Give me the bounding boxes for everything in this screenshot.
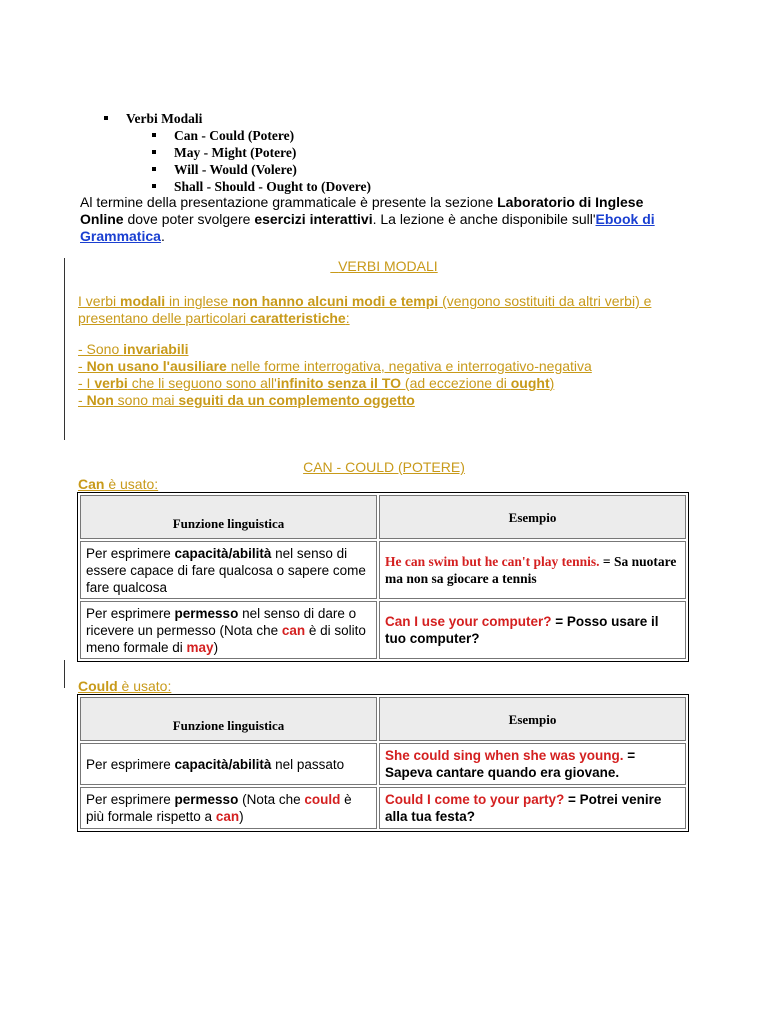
intro-paragraph bbox=[80, 194, 690, 245]
bullet-square-icon bbox=[152, 150, 156, 154]
intro-text: Al termine della presentazione grammaticale è presente la sezione bbox=[80, 194, 498, 210]
example-italian: = Posso usare il tuo computer? bbox=[385, 614, 659, 646]
feature-item bbox=[78, 392, 688, 409]
cell-text: nel passato bbox=[271, 756, 345, 772]
feature-bold: infinito senza il TO bbox=[276, 375, 402, 391]
can-usage-table bbox=[77, 492, 689, 662]
cell-text: è più formale rispetto a bbox=[86, 792, 352, 824]
intro-text: . La lezione è anche disponibile sull' bbox=[372, 211, 596, 227]
function-cell bbox=[80, 541, 377, 599]
feature-item bbox=[78, 375, 688, 392]
example-english: Could I come to your party? bbox=[385, 792, 565, 807]
can-word: Can bbox=[78, 476, 105, 492]
cell-bold: capacità/abilità bbox=[174, 545, 272, 561]
desc-text: I verbi bbox=[78, 293, 121, 309]
bullet-square-icon bbox=[152, 167, 156, 171]
desc-text: : bbox=[345, 310, 350, 326]
feature-item bbox=[78, 358, 688, 375]
outline-title: Verbi Modali bbox=[126, 111, 203, 126]
function-cell bbox=[80, 601, 377, 659]
could-word: Could bbox=[78, 678, 118, 694]
outline-item-label: Will - Would (Volere) bbox=[174, 162, 297, 177]
table-header-row bbox=[80, 697, 686, 741]
cell-text: è di solito meno formale di bbox=[86, 622, 366, 655]
cell-red: can bbox=[281, 622, 306, 638]
feature-text: - Sono bbox=[78, 341, 124, 357]
can-could-title: CAN - COULD (POTERE) bbox=[303, 459, 465, 475]
desc-text: in inglese bbox=[165, 293, 233, 309]
outline-item bbox=[104, 144, 371, 161]
feature-bold: verbi bbox=[94, 375, 128, 391]
feature-text: ) bbox=[549, 375, 555, 391]
lab-name: Laboratorio di Inglese Online bbox=[80, 194, 644, 227]
cell-bold: permesso bbox=[174, 792, 239, 807]
section-title bbox=[0, 258, 768, 274]
table-row bbox=[80, 787, 686, 829]
cell-text: ) bbox=[239, 809, 244, 824]
example-cell bbox=[379, 601, 686, 659]
example-cell bbox=[379, 743, 686, 785]
bullet-square-icon bbox=[104, 116, 108, 120]
can-used-label bbox=[78, 476, 688, 493]
cell-text: nel senso di essere capace di fare qualcosa o sapere come fare qualcosa bbox=[86, 545, 366, 595]
feature-text: nelle forme interrogativa, negativa e interrogativo-negativa bbox=[226, 358, 592, 374]
header-example: Esempio bbox=[379, 495, 686, 539]
outline-item bbox=[104, 178, 371, 195]
feature-bold: ought bbox=[510, 375, 550, 391]
feature-text: - bbox=[78, 358, 87, 374]
feature-text: - I bbox=[78, 375, 95, 391]
used-text: è usato: bbox=[104, 476, 159, 492]
table-row bbox=[80, 601, 686, 659]
cell-bold: capacità/abilità bbox=[174, 756, 272, 772]
header-function: Funzione linguistica bbox=[80, 495, 377, 539]
header-function: Funzione linguistica bbox=[80, 697, 377, 741]
outline-item-label: Can - Could (Potere) bbox=[174, 128, 295, 143]
outline-title-item bbox=[104, 110, 371, 127]
desc-bold: modali bbox=[120, 293, 166, 309]
desc-bold: non hanno alcuni modi e tempi bbox=[232, 293, 439, 309]
bullet-square-icon bbox=[152, 133, 156, 137]
outline-list bbox=[104, 110, 371, 195]
modal-description bbox=[78, 293, 688, 327]
function-cell bbox=[80, 743, 377, 785]
outline-item-label: Shall - Should - Ought to (Dovere) bbox=[174, 179, 372, 194]
feature-bold: invariabili bbox=[123, 341, 189, 357]
used-text: è usato: bbox=[117, 678, 172, 694]
example-english: Can I use your computer? bbox=[385, 614, 552, 629]
cell-text: (Nota che bbox=[238, 792, 305, 807]
cell-text: ) bbox=[213, 639, 219, 655]
bullet-square-icon bbox=[152, 184, 156, 188]
outline-item bbox=[104, 127, 371, 144]
cell-text: Per esprimere bbox=[86, 792, 175, 807]
feature-text: - bbox=[78, 392, 87, 408]
example-english: He can swim but he can't play tennis. bbox=[385, 554, 600, 569]
example-italian: = Sa nuotare ma non sa giocare a tennis bbox=[385, 554, 677, 586]
cell-text: Per esprimere bbox=[86, 756, 175, 772]
cell-red: could bbox=[304, 792, 341, 807]
feature-text: sono mai bbox=[113, 392, 179, 408]
desc-text: (vengono sostituiti da altri verbi) e presentano delle particolari bbox=[78, 293, 652, 326]
example-italian: = Potrei venire alla tua festa? bbox=[385, 792, 662, 824]
could-used-label bbox=[78, 678, 688, 695]
section-title-text: VERBI MODALI bbox=[338, 258, 438, 274]
outline-item bbox=[104, 161, 371, 178]
margin-bar bbox=[64, 258, 65, 440]
cell-red: can bbox=[215, 809, 240, 824]
intro-text: . bbox=[160, 228, 165, 244]
ebook-link[interactable]: Ebook di Grammatica bbox=[80, 211, 655, 244]
cell-text: Per esprimere bbox=[86, 545, 175, 561]
function-cell bbox=[80, 787, 377, 829]
cell-text: nel senso di dare o ricevere un permesso (Nota che bbox=[86, 605, 357, 638]
feature-bold: Non usano l'ausiliare bbox=[86, 358, 227, 374]
desc-bold: caratteristiche bbox=[250, 310, 346, 326]
exercises-text: esercizi interattivi bbox=[254, 211, 373, 227]
feature-text: che li seguono sono all' bbox=[127, 375, 277, 391]
features-list bbox=[78, 341, 688, 409]
feature-item bbox=[78, 341, 688, 358]
feature-bold: seguiti da un complemento oggetto bbox=[178, 392, 415, 408]
intro-text: dove poter svolgere bbox=[123, 211, 255, 227]
feature-text: (ad eccezione di bbox=[401, 375, 511, 391]
table-row bbox=[80, 743, 686, 785]
header-example: Esempio bbox=[379, 697, 686, 741]
cell-text: Per esprimere bbox=[86, 605, 175, 621]
cell-bold: permesso bbox=[174, 605, 239, 621]
table-row bbox=[80, 541, 686, 599]
example-english: She could sing when she was young. bbox=[385, 748, 624, 763]
example-cell bbox=[379, 541, 686, 599]
example-italian: = Sapeva cantare quando era giovane. bbox=[385, 748, 636, 780]
margin-bar bbox=[64, 660, 65, 688]
outline-item-label: May - Might (Potere) bbox=[174, 145, 297, 160]
example-cell bbox=[379, 787, 686, 829]
table-header-row bbox=[80, 495, 686, 539]
feature-bold: Non bbox=[86, 392, 114, 408]
cell-red: may bbox=[186, 639, 214, 655]
could-usage-table bbox=[77, 694, 689, 832]
